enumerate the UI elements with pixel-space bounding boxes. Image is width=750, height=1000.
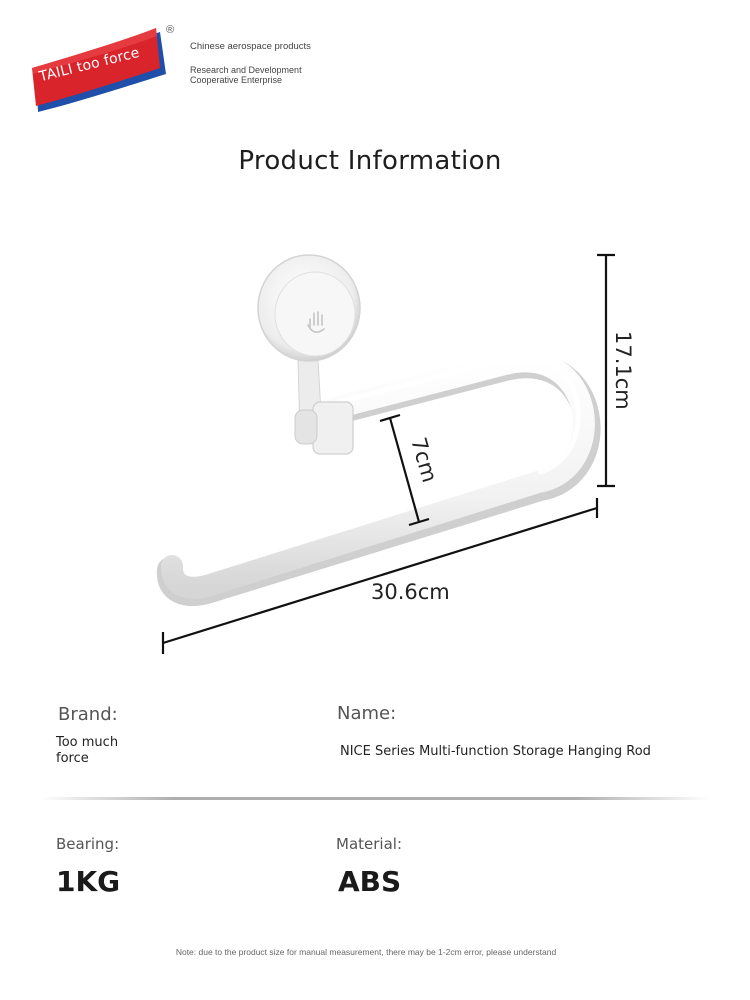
name-value: NICE Series Multi-function Storage Hanging Rod bbox=[340, 744, 651, 759]
material-label: Material: bbox=[336, 835, 402, 853]
section-divider bbox=[40, 797, 710, 800]
name-label: Name: bbox=[337, 703, 397, 724]
tagline-secondary-line1: Research and Development bbox=[190, 65, 302, 75]
brand-value-line2: force bbox=[56, 751, 89, 766]
logo-text: TAILI too force bbox=[37, 44, 142, 86]
rod-body bbox=[172, 361, 584, 587]
brand-logo bbox=[28, 24, 188, 119]
measurement-note: Note: due to the product size for manual measurement, there may be 1-2cm error, please understand bbox=[175, 947, 557, 957]
product-dimension-drawing bbox=[0, 230, 750, 680]
tagline-secondary-line2: Cooperative Enterprise bbox=[190, 75, 283, 85]
brand-value bbox=[56, 735, 118, 767]
height-dimension-label: 17.1cm bbox=[611, 331, 635, 410]
tagline-secondary bbox=[190, 65, 370, 85]
hinge-knob bbox=[295, 410, 317, 444]
suction-cup-cap bbox=[275, 272, 355, 356]
depth-dimension-label: 7cm bbox=[406, 434, 442, 485]
material-value: ABS bbox=[338, 865, 402, 898]
tagline-primary: Chinese aerospace products bbox=[190, 41, 311, 52]
hinge-block bbox=[313, 402, 353, 454]
brand-value-line1: Too much bbox=[56, 735, 119, 750]
bearing-label: Bearing: bbox=[56, 835, 120, 853]
registered-mark: ® bbox=[166, 24, 175, 36]
page-title: Product Information bbox=[238, 146, 502, 176]
length-dimension-label: 30.6cm bbox=[371, 580, 450, 604]
bearing-value: 1KG bbox=[56, 865, 121, 898]
brand-label: Brand: bbox=[58, 704, 118, 725]
product-illustration bbox=[0, 230, 750, 680]
